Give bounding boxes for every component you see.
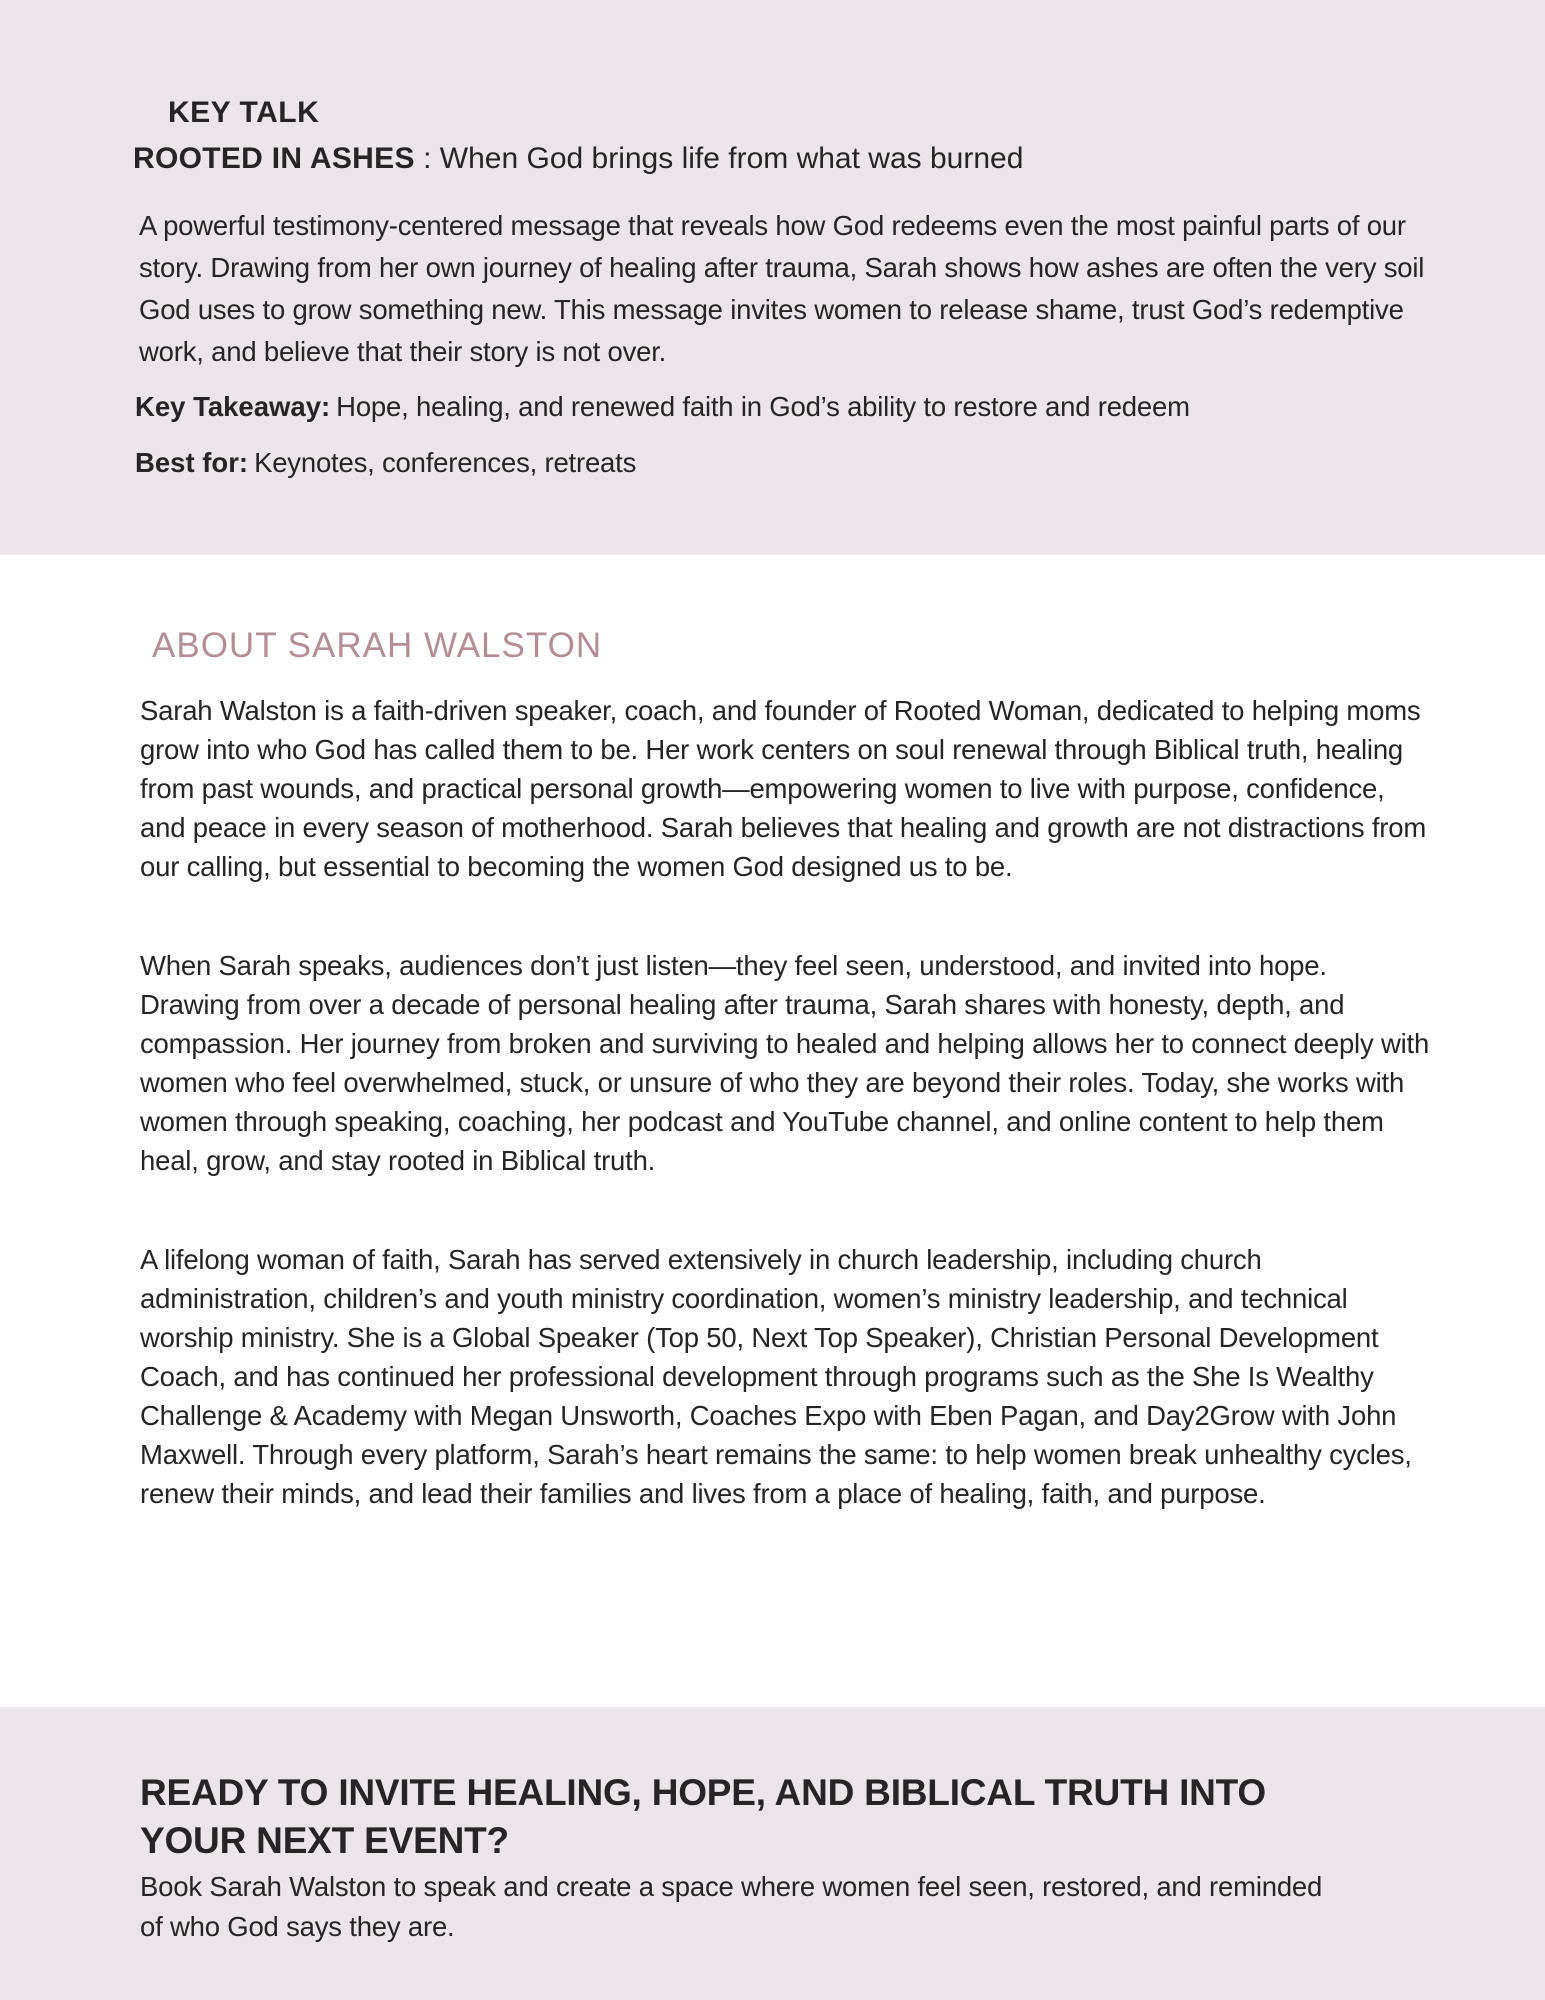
talk-title-line: [133, 139, 1455, 179]
talk-description: A powerful testimony-centered message that reveals how God redeems even the most painful parts of our story. Drawing from her own journey of healing after trauma, Sarah shows how ashes are often the very soil God uses to grow something new. This message invites women to release shame, trust God’s redemptive work, and believe that their story is not over.: [139, 210, 1425, 367]
cta-section: [0, 1707, 1545, 2000]
about-heading: ABOUT SARAH WALSTON: [152, 626, 603, 665]
key-talk-section: [0, 0, 1545, 555]
cta-heading: READY TO INVITE HEALING, HOPE, AND BIBLICAL TRUTH INTO YOUR NEXT EVENT?: [140, 1772, 1266, 1861]
about-paragraph-2: When Sarah speaks, audiences don’t just listen—they feel seen, understood, and invited into hope. Drawing from over a decade of personal healing after trauma, Sarah shares with honesty, depth, and compassion. Her journey from broken and surviving to healed and helping allows her to connect deeply with women who feel overwhelmed, stuck, or unsure of who they are beyond their roles. Today, she works with women through speaking, coaching, her podcast and YouTube channel, and online content to help them heal, grow, and stay rooted in Biblical truth.: [140, 950, 1430, 1176]
about-paragraph-1: Sarah Walston is a faith-driven speaker, coach, and founder of Rooted Woman, dedicated to helping moms grow into who God has called them to be. Her work centers on soul renewal through Biblical truth, healing from past wounds, and practical personal growth—empowering women to live with purpose, confidence, and peace in every season of motherhood. Sarah believes that healing and growth are not distractions from our calling, but essential to becoming the women God designed us to be.: [140, 695, 1427, 882]
key-takeaway-label: Key Takeaway:: [135, 391, 331, 422]
key-talk-label: KEY TALK: [168, 96, 320, 129]
talk-title: ROOTED IN ASHES: [133, 142, 415, 175]
about-paragraph-3: A lifelong woman of faith, Sarah has served extensively in church leadership, including church administration, children’s and youth ministry coordination, women’s ministry leadership, and technical worship ministry. She is a Global Speaker (Top 50, Next Top Speaker), Christian Personal Development Coach, and has continued her professional development through programs such as the She Is Wealthy Challenge & Academy with Megan Unsworth, Coaches Expo with Eben Pagan, and Day2Grow with John Maxwell. Through every platform, Sarah’s heart remains the same: to help women break unhealthy cycles, renew their minds, and lead their families and lives from a place of healing, faith, and purpose.: [140, 1244, 1412, 1509]
best-for-label: Best for:: [135, 447, 249, 478]
cta-body: Book Sarah Walston to speak and create a space where women feel seen, restored, and reminded of who God says they are.: [140, 1871, 1323, 1942]
about-section: [0, 555, 1545, 1707]
key-takeaway-value: Hope, healing, and renewed faith in God’s ability to restore and redeem: [336, 391, 1190, 422]
best-for-line: [135, 443, 1455, 483]
best-for-value: Keynotes, conferences, retreats: [254, 447, 637, 478]
talk-subtitle: : When God brings life from what was burned: [423, 142, 1024, 175]
key-takeaway-line: [135, 387, 1455, 427]
